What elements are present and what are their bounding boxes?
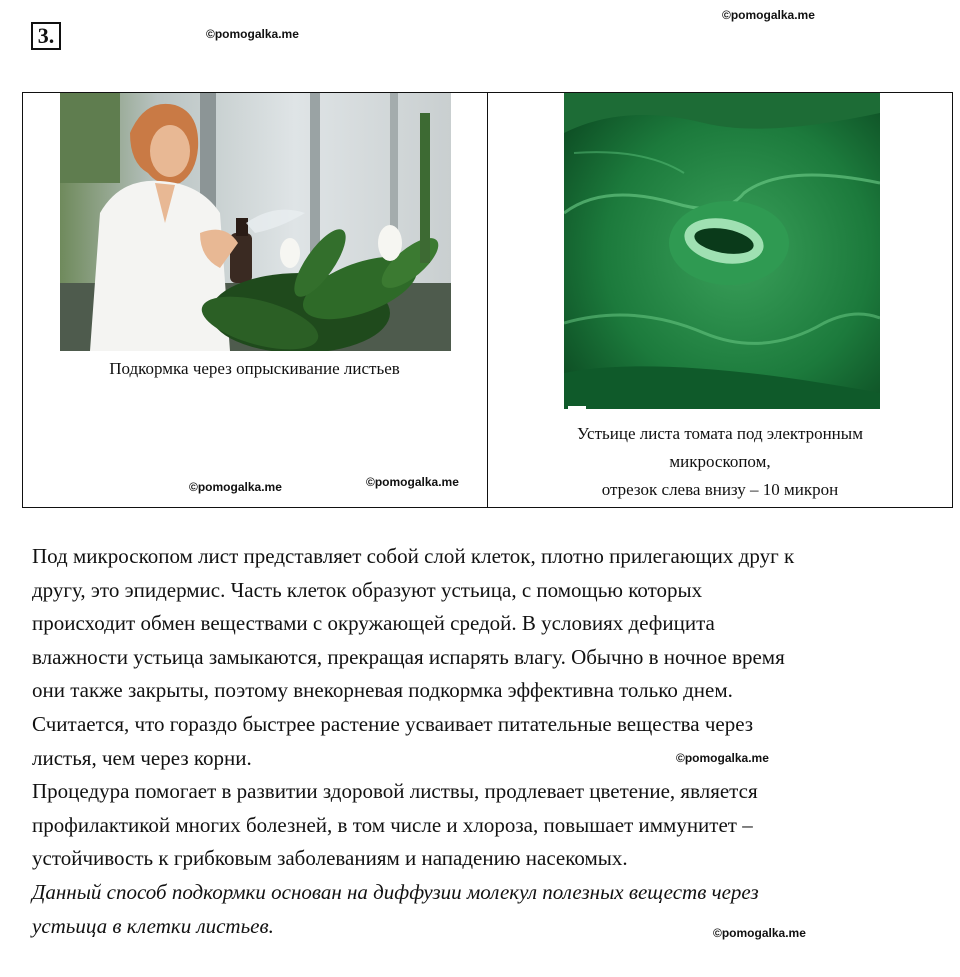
text-line: Процедура помогает в развитии здоровой листвы, продлевает цветение, является (32, 779, 758, 804)
text-line: Считается, что гораздо быстрее растение усваивает питательные вещества через (32, 711, 754, 736)
watermark: ©pomogalka.me (713, 926, 806, 940)
text-line: листья, чем через корни. (32, 745, 252, 770)
text-line: они также закрыты, поэтому внекорневая подкормка эффективна только днем. (32, 678, 733, 703)
right-caption (488, 420, 952, 504)
text-line: происходит обмен веществами с окружающей средой. В условиях дефицита (32, 611, 715, 636)
text-line: влажности устьица замыкаются, прекращая испарять влагу. Обычно в ночное время (32, 644, 785, 669)
caption-line: микроскопом, (669, 452, 771, 471)
caption-line: отрезок слева внизу – 10 микрон (601, 480, 839, 499)
body-text (32, 540, 932, 943)
caption-line: Устьице листа томата под электронным (577, 424, 863, 443)
left-panel (23, 93, 488, 507)
text-line: Под микроскопом лист представляет собой слой клеток, плотно прилегающих друг к (32, 544, 795, 568)
italic-line: устьица в клетки листьев. (32, 913, 274, 938)
watermark: ©pomogalka.me (366, 475, 459, 489)
woman-spraying-plant-photo (60, 93, 451, 351)
left-caption: Подкормка через опрыскивание листьев (109, 359, 400, 378)
watermark: ©pomogalka.me (722, 8, 815, 22)
illustration-table (22, 92, 953, 508)
right-panel (488, 93, 952, 507)
watermark: ©pomogalka.me (676, 751, 769, 765)
text-line: другу, это эпидермис. Часть клеток образуют устьица, с помощью которых (32, 577, 703, 602)
watermark: ©pomogalka.me (189, 480, 282, 494)
task-number: 3. (31, 22, 61, 50)
leaf-stoma-micrograph (564, 93, 880, 413)
watermark: ©pomogalka.me (206, 27, 299, 41)
italic-line: Данный способ подкормки основан на диффузии молекул полезных веществ через (32, 879, 759, 904)
text-line: устойчивость к грибковым заболеваниям и нападению насекомых. (32, 846, 628, 871)
text-line: профилактикой многих болезней, в том числе и хлороза, повышает иммунитет – (32, 812, 753, 837)
